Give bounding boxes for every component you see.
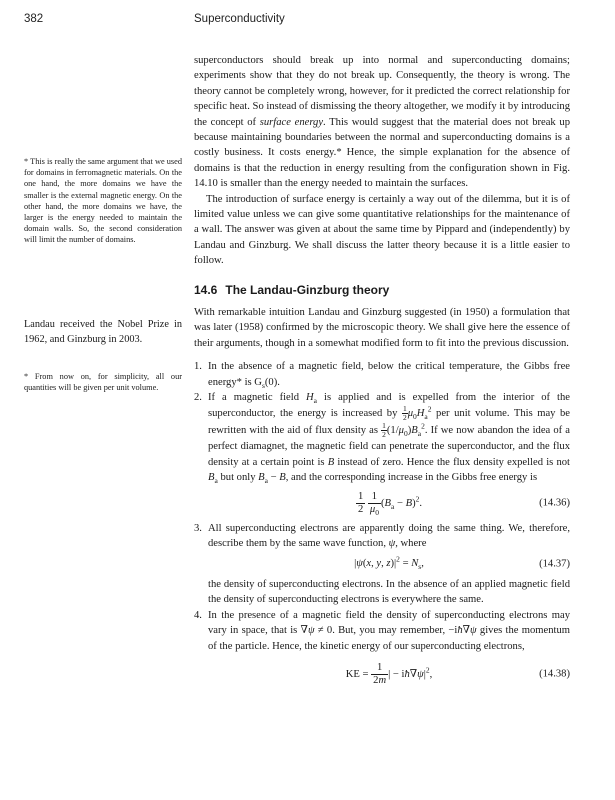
list-text: . But, you may remember, [332, 625, 449, 637]
list-text: , where [395, 538, 427, 550]
math-B: B [327, 456, 335, 468]
equation-14-38: KE = $\frac{1}{2m}$ | − $iħ\nabla\psi|^2$, (14.38) [345, 661, 570, 686]
list-text: In the absence of a magnetic field, below the critical temperature, the Gibbs free energy* is G [208, 361, 570, 388]
equation-number: (14.38) [539, 668, 570, 680]
list-number: 3. [194, 522, 202, 534]
section-heading [194, 283, 397, 297]
paragraph-surface-energy [194, 53, 570, 192]
paragraph-block-1 [194, 53, 570, 269]
math-half: $\frac{1}{2}$ [402, 404, 407, 423]
list-item: 2. If a magnetic field $H_a$ is applied and is expelled from the interior of the superconductor, the energy is increased by $\frac{1}{2}$ $\mu_0H_a^2$ per unit volume. This may be rewritten with the aid of flux density as $\frac{1}{2}$ $(1/\mu_0)B_a^2$. If we now abandon the idea of a perfect diamagnet, the magnetic field can penetrate the superconductor, and the flux density at a certain point is B instead of zero. Hence the flux density expelled is not $B_a$ but only $B_a - B$, and the corresponding increase in the Gibbs free energy is $\frac{1}{2}$ $\frac{1}{\mu_0}$ $(B_a - B)^2$. (14.36) [194, 392, 571, 517]
margin-note-nobel: Landau received the Nobel Prize in 1962, and Ginzburg in 2003. [24, 319, 182, 345]
list-text: the density of superconducting electrons. In the absence of an applied magnetic field the density of superconducting electrons is everywhere the same. [208, 578, 570, 606]
list-text: is applied and is expelled from the interior of the superconductor, the energy is increased by [208, 392, 571, 420]
list-text: gives the momentum of the particle. Hence, the kinetic energy of our superconducting electrons, [208, 625, 570, 652]
math-Ha: H [306, 392, 314, 404]
list-item [194, 359, 570, 390]
list-item: 4. In the presence of a magnetic field the density of superconducting electrons may vary in space, that is ∇ψ ≠ 0. But, you may remember, −iħ∇ψ gives the momentum of the particle. Hence, the kinetic energy of our superconducting electrons, KE = $\frac{1}{2m}$ | − $iħ\nabla\psi|^2$, (14.38) [194, 609, 570, 686]
section-number: 14.6 [194, 283, 218, 297]
math-Ba: B [208, 472, 215, 484]
margin-note-units: * From now on, for simplicity, all our quantities will be given per unit volume. [24, 372, 182, 393]
margin-note-domains: * This is really the same argument that we used for domains in ferromagnetic materials. On the one hand, the more domains we have the smaller is the external magnetic energy. On the other hand, the more domains we have, the larger is the energy needed to maintain the domain walls. So, the second consideration will limit the number of domains. [24, 157, 182, 245]
list-item [194, 521, 570, 608]
assumption-list [194, 359, 570, 687]
subscript: s [261, 380, 265, 390]
list-text: All superconducting electrons are apparently doing the same thing. We, therefore, describe them by the same wave function, [208, 522, 570, 550]
section-title: The Landau-Ginzburg theory [225, 283, 390, 297]
section-body [194, 305, 570, 692]
list-text: (0). [264, 376, 280, 388]
math-sub: a [313, 396, 318, 406]
equation-number: (14.36) [539, 497, 570, 509]
page-number: 382 [24, 13, 44, 25]
emphasis-term: surface energy [259, 116, 324, 128]
list-text: but only [217, 472, 259, 484]
math-mu: μ [407, 408, 414, 420]
list-text: . If we now abandon the idea of a perfect diamagnet, the magnetic field can penetrate the superconductor, and the flux density at a certain point is [208, 425, 570, 468]
list-text: instead of zero. Hence the flux density expelled is not [334, 456, 570, 468]
list-number: 4. [194, 609, 202, 621]
equation-14-37: |ψ(x, y, $z)|^2 = N_s$, (14.37) [354, 554, 570, 572]
list-number: 2. [194, 392, 202, 404]
list-text: , and the corresponding increase in the Gibbs free energy is [285, 472, 538, 484]
paragraph-text: superconductors should break up into normal and superconducting domains; experiments show that they do not break up. Consequently, the theory is wrong. The theory cannot be completely wrong, however, for it predicted the correct relationship for specific heat. So instead of dismissing the theory altogether, we modify it by introducing the concept of [194, 55, 570, 128]
list-text: If a magnetic field [208, 392, 307, 404]
running-title: Superconductivity [194, 13, 285, 25]
list-text: In the presence of a magnetic field the density of superconducting electrons may vary in space, that is [208, 609, 570, 637]
list-text: per unit volume. This may be rewritten with the aid of flux density as [208, 408, 570, 437]
list-number: 1. [194, 361, 202, 373]
paragraph-dilemma: The introduction of surface energy is certainly a way out of the dilemma, but it is of limited value unless we can give some quantitative relationships for the maintenance of a wall. The answer was given at about the same time by Pippard and (independently) by Landau and Ginzburg. We shall discuss the latter theory because it is a little easier to follow. [194, 193, 570, 267]
equation-14-36: $\frac{1}{2}$ $\frac{1}{\mu_0}$ $(B_a - B)^2$. (14.36) [357, 490, 570, 517]
paragraph-text: . This would suggest that the material does not break up because maintaining boundaries between the normal and superconducting domains is a costly business. It costs energy.* Hence, the simple explanation for the absence of domains is that the reduction in energy resulting from the configuration shown in Fig. 14.10 is smaller than the energy needed to maintain the surfaces. [194, 116, 570, 190]
math-psi: ψ [388, 538, 396, 550]
section-intro: With remarkable intuition Landau and Ginzburg suggested (in 1950) a formulation that was later (1958) confirmed by the microscopic theory. We shall give here the essence of their arguments, though in a somewhat modified form to fit into the previous discussion. [194, 307, 570, 349]
math-half: $\frac{1}{2}$ [382, 421, 386, 440]
equation-number: (14.37) [539, 558, 570, 570]
